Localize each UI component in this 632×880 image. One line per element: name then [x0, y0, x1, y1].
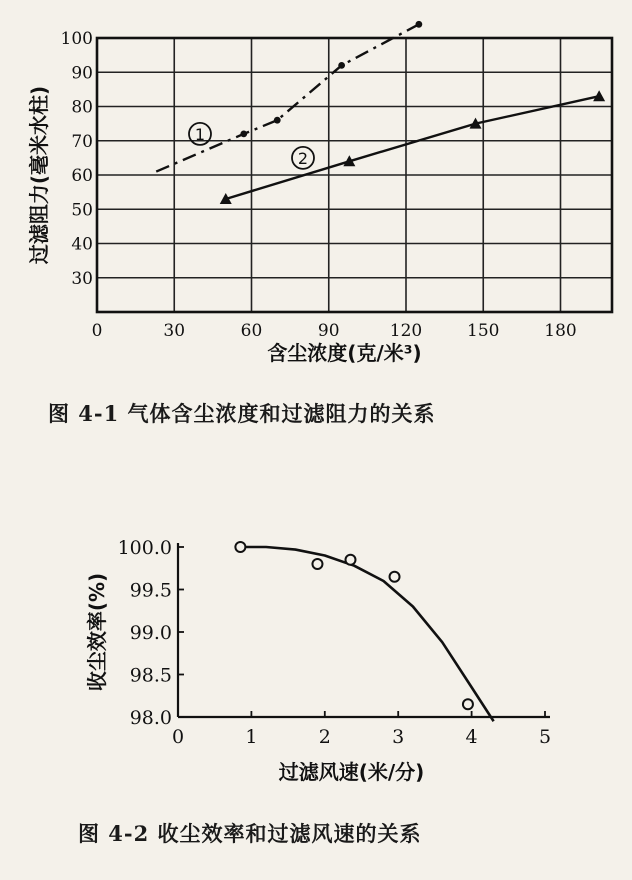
series-1-point — [274, 117, 281, 124]
x-axis-label: 含尘浓度(克/米³) — [267, 341, 422, 365]
x-tick-label: 90 — [317, 321, 340, 341]
series-2-label: 2 — [297, 148, 309, 168]
fit-curve — [240, 547, 493, 721]
chart-dust-concentration-vs-resistance — [0, 0, 632, 400]
data-point — [463, 699, 473, 709]
y-tick-label: 98.5 — [129, 664, 172, 687]
x-tick-label: 2 — [318, 726, 331, 748]
x-tick-label: 60 — [240, 321, 263, 341]
y-tick-label: 100.0 — [117, 537, 172, 559]
series-1-point — [338, 62, 345, 69]
figure-4-2-caption: 图 4-2 收尘效率和过滤风速的关系 — [78, 821, 422, 846]
data-point — [235, 542, 245, 552]
figure-4-1-caption: 图 4-1 气体含尘浓度和过滤阻力的关系 — [48, 401, 436, 426]
series-1-line — [156, 24, 419, 171]
x-axis-label: 过滤风速(米/分) — [278, 760, 425, 784]
x-tick-label: 3 — [392, 726, 405, 748]
x-tick-label: 150 — [467, 321, 500, 341]
x-tick-label: 1 — [245, 726, 258, 748]
y-tick-label: 70 — [71, 131, 93, 152]
data-point — [390, 572, 400, 582]
y-axis-label: 过滤阻力(毫米水柱) — [27, 85, 51, 265]
y-tick-label: 30 — [71, 268, 93, 289]
series-2-line — [226, 96, 599, 199]
x-tick-label: 180 — [544, 321, 577, 341]
y-tick-label: 50 — [71, 200, 93, 221]
x-tick-label: 5 — [538, 726, 552, 748]
x-tick-label: 0 — [171, 726, 185, 748]
x-tick-label: 4 — [465, 726, 478, 748]
y-tick-label: 60 — [71, 166, 93, 186]
x-tick-label: 30 — [163, 321, 186, 341]
series-1-point — [240, 131, 247, 138]
x-tick-label: 120 — [389, 321, 423, 341]
data-point — [312, 559, 322, 569]
x-tick-label: 0 — [91, 321, 103, 341]
y-tick-label: 80 — [71, 97, 93, 118]
data-point — [345, 555, 355, 565]
y-tick-label: 40 — [71, 234, 93, 255]
series-1-point — [415, 21, 422, 28]
y-tick-label: 99.0 — [129, 622, 172, 644]
y-tick-label: 90 — [71, 63, 93, 84]
y-tick-label: 98.0 — [129, 707, 172, 729]
y-tick-label: 100 — [60, 29, 93, 49]
series-1-label: 1 — [194, 124, 206, 144]
y-tick-label: 99.5 — [129, 579, 172, 602]
y-axis-label: 收尘效率(%) — [85, 572, 109, 692]
series-2-point — [593, 90, 605, 101]
